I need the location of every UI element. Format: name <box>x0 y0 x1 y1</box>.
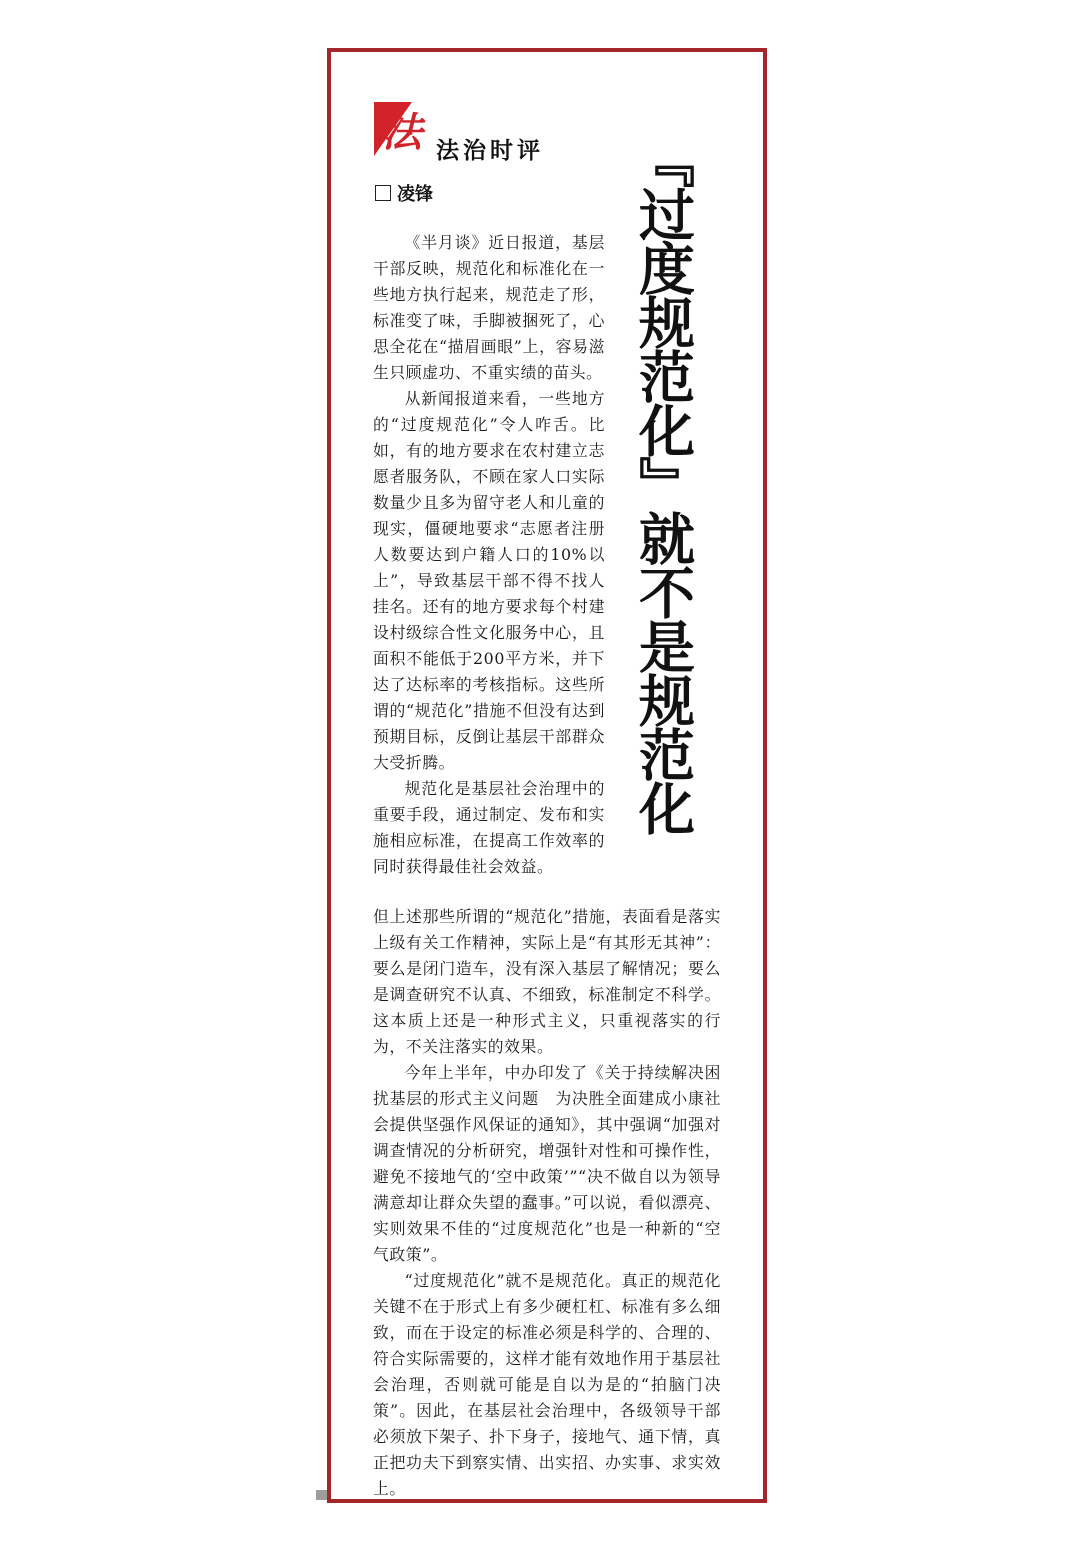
byline-box-icon <box>375 185 391 201</box>
article-body-wide <box>373 904 721 1502</box>
author-name: 凌锋 <box>397 184 433 205</box>
fa-logo-icon <box>374 102 432 158</box>
paragraph-3-start: 规范化是基层社会治理中的重要手段，通过制定、发布和实施相应标准，在提高工作效率的同时获得最佳社会效益。 <box>373 779 605 876</box>
paragraph-4: 今年上半年，中办印发了《关于持续解决困扰基层的形式主义问题 为决胜全面建成小康社会提供坚强作风保证的通知》，其中强调“加强对调查情况的分析研究，增强针对性和可操作性，避免不接地气的‘空中政策’”“决不做自以为领导满意却让群众失望的蠢事。”可以说，看似漂亮、实则效果不佳的“过度规范化”也是一种新的“空气政策”。 <box>373 1063 721 1264</box>
paragraph-5: “过度规范化”就不是规范化。真正的规范化关键不在于形式上有多少硬杠杠、标准有多么细致，而在于设定的标准必须是科学的、合理的、符合实际需要的，这样才能有效地作用于基层社会治理，否则就可能是自以为是的“拍脑门决策”。因此，在基层社会治理中，各级领导干部必须放下架子、扑下身子，接地气、通下情，真正把功夫下到察实情、出实招、办实事、求实效上。 <box>373 1271 721 1498</box>
headline: 『过度规范化』就不是规范化 <box>630 132 695 834</box>
column-title: 法治时评 <box>436 137 544 164</box>
byline <box>375 180 433 206</box>
paragraph-3-end: 但上述那些所谓的“规范化”措施，表面看是落实上级有关工作精神，实际上是“有其形无其神”：要么是闭门造车，没有深入基层了解情况；要么是调查研究不认真、不细致，标准制定不科学。这本质上还是一种形式主义，只重视落实的行为，不关注落实的效果。 <box>373 907 721 1056</box>
logo-char: 法 <box>382 109 422 156</box>
paragraph-1: 《半月谈》近日报道，基层干部反映，规范化和标准化在一些地方执行起来，规范走了形，标准变了味，手脚被捆死了，心思全花在“描眉画眼”上，容易滋生只顾虚功、不重实绩的苗头。 <box>373 233 605 382</box>
column-logo <box>374 102 432 158</box>
article-body-narrow <box>373 230 605 880</box>
article-frame <box>327 48 767 1503</box>
paragraph-2: 从新闻报道来看，一些地方的“过度规范化”令人咋舌。比如，有的地方要求在农村建立志愿者服务队，不顾在家人口实际数量少且多为留守老人和儿童的现实，僵硬地要求“志愿者注册人数要达到户籍人口的10%以上”，导致基层干部不得不找人挂名。还有的地方要求每个村建设村级综合性文化服务中心，且面积不能低于200平方米，并下达了达标率的考核指标。这些所谓的“规范化”措施不但没有达到预期目标，反倒让基层干部群众大受折腾。 <box>373 389 605 772</box>
